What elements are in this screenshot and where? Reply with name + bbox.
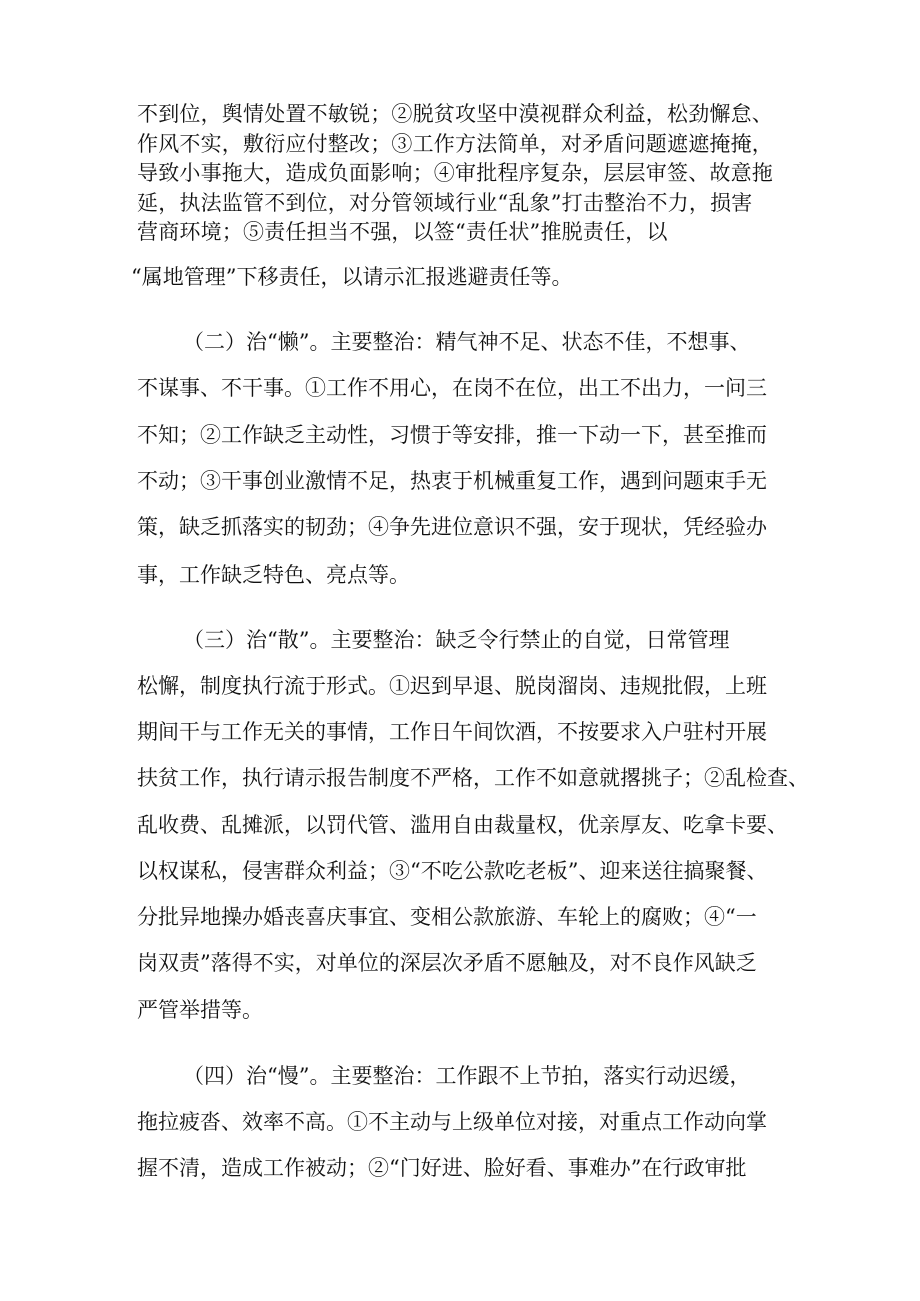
- text-line: 不动；③干事创业激情不足，热衷于机械重复工作，遇到问题束手无: [137, 469, 767, 493]
- text-line: 扶贫工作，执行请示报告制度不严格，工作不如意就撂挑子；②乱检查、: [137, 766, 809, 790]
- section-heading-san: （三）治“散”。主要整治：缺乏令行禁止的自觉，日常管理: [183, 628, 730, 652]
- text-line: 拖拉疲沓、效率不高。①不主动与上级单位对接，对重点工作动向掌: [137, 1110, 767, 1134]
- text-line: 不谋事、不干事。①工作不用心，在岗不在位，出工不出力，一问三: [137, 376, 767, 400]
- text-line: 策，缺乏抓落实的韧劲；④争先进位意识不强，安于现状，凭经验办: [137, 515, 767, 539]
- text-line: 岗双责”落得不实，对单位的深层次矛盾不愿触及，对不良作风缺乏: [137, 951, 757, 975]
- section-heading-lan: （二）治“懒”。主要整治：精气神不足、状态不佳，不想事、: [183, 330, 751, 354]
- text-line: 握不清，造成工作被动；②“门好进、脸好看、事难办”在行政审批: [137, 1156, 747, 1180]
- text-line: 延，执法监管不到位，对分管领域行业“乱象”打击整治不力，损害: [137, 191, 753, 215]
- text-line: 期间干与工作无关的事情，工作日午间饮酒，不按要求入户驻村开展: [137, 720, 767, 744]
- text-line: 以权谋私，侵害群众利益；③“不吃公款吃老板”、迎来送往搞聚餐、: [137, 859, 768, 883]
- text-line: 不知；②工作缺乏主动性，习惯于等安排，推一下动一下，甚至推而: [137, 423, 767, 447]
- text-line: 严管举措等。: [137, 998, 263, 1022]
- text-line: 分批异地操办婚丧喜庆事宜、变相公款旅游、车轮上的腐败；④“一: [137, 905, 757, 929]
- text-line: 作风不实，敷衍应付整改；③工作方法简单，对矛盾问题遮遮掩掩，: [137, 132, 773, 156]
- text-line: 事，工作缺乏特色、亮点等。: [137, 563, 410, 587]
- text-line: 乱收费、乱摊派，以罚代管、滥用自由裁量权，优亲厚友、吃拿卡要、: [137, 813, 788, 837]
- text-line: 营商环境；⑤责任担当不强，以签“责任状”推脱责任，以: [137, 220, 668, 244]
- text-line: “属地管理”下移责任，以请示汇报逃避责任等。: [131, 265, 573, 289]
- section-heading-man: （四）治“慢”。主要整治：工作跟不上节拍，落实行动迟缓，: [183, 1064, 751, 1088]
- text-line: 不到位，舆情处置不敏锐；②脱贫攻坚中漠视群众利益，松劲懈怠、: [137, 102, 773, 126]
- text-line: 松懈，制度执行流于形式。①迟到早退、脱岗溜岗、违规批假，上班: [137, 674, 767, 698]
- text-line: 导致小事拖大，造成负面影响；④审批程序复杂，层层审签、故意拖: [137, 161, 773, 185]
